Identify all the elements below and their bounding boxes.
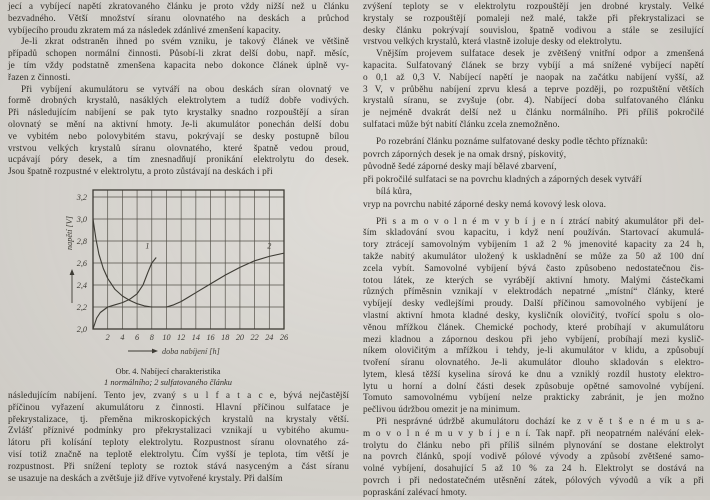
text-line: je nejméně dvakrát delší než u článku normálního. Při příliš pokročilé bbox=[363, 108, 704, 119]
text-line: lytu u horní a dolní části desek způsobuje opětné samovolné vybíjení. bbox=[363, 381, 704, 392]
text-line: vlastní aktivní hmota kladné desky, kysličník olovičitý, tvořící spolu s olo- bbox=[363, 310, 704, 321]
text-line: překrystalizace, tj. přeměna mikroskopických krystalů na krystaly větší. bbox=[8, 414, 349, 425]
text-line: ve vybitém nebo polovybitém stavu, pokrývají se desky postupně bílou bbox=[8, 131, 349, 142]
left-column bbox=[8, 2, 349, 485]
y-axis-label: napětí [V] bbox=[65, 216, 74, 250]
text-line: kapacita. Sulfatovaný článek se brzy vybíjí a má snížené vybíjecí napětí bbox=[363, 60, 704, 71]
x-tick-label: 6 bbox=[135, 332, 140, 342]
text-line: o 0,1 až 0,3 V. Nabíjecí napětí je naopak na začátku nabíjení vyšší, až bbox=[363, 72, 704, 83]
text-line: Zvlášť příznivé podmínky pro překrystalizaci vznikají u vybitého akumu- bbox=[8, 426, 349, 437]
x-tick-label: 8 bbox=[149, 332, 154, 342]
x-tick-label: 26 bbox=[279, 332, 289, 342]
list-item bbox=[363, 199, 704, 212]
text-line: tory ztrácejí samovolným vybíjením 1 až 2 % jmenovité kapacity za 24 h, bbox=[363, 240, 704, 251]
y-axis-arrow-head bbox=[70, 269, 75, 275]
y-tick-label: 3,2 bbox=[76, 192, 87, 202]
y-tick-label: 2,2 bbox=[76, 302, 87, 312]
text-line: věnou mřížkou článek. Chemické pochody, které probíhají v akumulátoru bbox=[363, 322, 704, 333]
text-line: látoru při kolísání teploty elektrolytu. Rozpustnost síranu olovnatého zá- bbox=[8, 438, 349, 449]
text-line: mezi kladnou a zápornou deskou při jeho vybíjení, probíhají mezi kyslič- bbox=[363, 334, 704, 345]
text-line: Při následujícím nabíjení se pak tyto krystalky snadno rozpouštějí a síran bbox=[8, 108, 349, 119]
text-line: řazen z činnosti. bbox=[8, 72, 71, 83]
right-column bbox=[363, 2, 704, 500]
charging-characteristic-chart bbox=[8, 185, 348, 361]
text-line: případů schopen normální činnosti. Působí-li zkrat delší dobu, např. měsíc, bbox=[8, 49, 349, 60]
text-line: takže nabitý akumulátor uložený k uskladnění se může za 50 až 100 dní bbox=[363, 251, 704, 262]
text-line: pečlivou údržbou omezit je na minimum. bbox=[363, 405, 521, 416]
y-tick-label: 3,0 bbox=[76, 214, 87, 224]
right-text bbox=[363, 2, 704, 500]
text-line: Vnějším projevem sulfatace desek je zvětšený vnitřní odpor a zmenšená bbox=[376, 49, 704, 60]
x-tick-label: 14 bbox=[191, 332, 200, 342]
x-tick-label: 20 bbox=[235, 332, 245, 342]
x-axis-arrow-head bbox=[152, 349, 158, 354]
text-line: m o v o l n é m u v y b í j e n í. Tak např. při neopatrném nalévání elek- bbox=[363, 428, 704, 439]
text-line: Při s a m o v o l n é m v y b í j e n í ztrácí nabitý akumulátor při del- bbox=[376, 216, 704, 227]
text-line: zcela vybít. Samovolné vybíjení bývá často způsobeno nedostatečnou čis- bbox=[363, 263, 704, 274]
paragraph bbox=[363, 417, 704, 500]
left-text-bottom bbox=[8, 391, 349, 485]
text-line: Tomuto samovolnému vybíjení nelze prakticky zabránit, je jen možno bbox=[363, 393, 704, 404]
y-tick-label: 2,6 bbox=[76, 258, 87, 268]
y-tick-label: 2,4 bbox=[76, 280, 87, 290]
text-line: vrstvou velkých krystalů, která vlastně izoluje desky od elektrolytu. bbox=[363, 37, 622, 48]
curve-1 bbox=[93, 257, 156, 329]
text-line: různých příměsnin vznikají v elektrodách nepatrné „místní“ články, které bbox=[363, 287, 704, 298]
x-tick-label: 18 bbox=[221, 332, 230, 342]
text-line: ším skladování svou kapacitu, i když není používán. Startovací akumulá- bbox=[363, 228, 704, 239]
figure-caption-legend: 1 normálního; 2 sulfatovaného článku bbox=[104, 377, 232, 387]
text-line: bezvadného. Větší množství síranu olovnatého na deskách a průchod bbox=[8, 13, 349, 24]
figure-caption-title: Obr. 4. Nabíjecí charakteristika bbox=[115, 366, 221, 376]
text-line: formě drobných krystalů, nasáklých elektrolytem a tudíž dobře vodivých. bbox=[8, 96, 349, 107]
left-text-top bbox=[8, 2, 349, 179]
text-line: Po rozebrání článku poznáme sulfatované desky podle těchto příznaků: bbox=[376, 136, 648, 147]
list-item bbox=[363, 149, 704, 162]
text-line: povrch i při nedostatečném utěsnění zátek, pólových vývodů a vík a při bbox=[363, 476, 704, 487]
x-tick-label: 4 bbox=[120, 332, 125, 342]
x-tick-label: 10 bbox=[162, 332, 171, 342]
paragraph bbox=[363, 217, 704, 418]
text-line: vryp na povrchu nabité záporné desky nemá kovový lesk olova. bbox=[363, 199, 607, 210]
list-item bbox=[363, 174, 704, 199]
text-line: příčinou vyřazení akumulátoru z činnosti. Hlavní příčinou sulfatace je bbox=[8, 402, 349, 413]
text-line: zvýšení teploty se v elektrolytu rozpouštějí jen drobné krystaly. Velké bbox=[363, 2, 704, 12]
text-line: tvoření síranu olovnatého. Je-li akumulátor dlouho skladován s elektro- bbox=[363, 358, 704, 369]
curve-label-1: 1 bbox=[145, 241, 150, 251]
text-line: krystalů síranu, se zvyšuje (obr. 4). Nabíjecí doba sulfatovaného článku bbox=[363, 96, 704, 107]
x-axis-label: doba nabíjení [h] bbox=[162, 346, 220, 356]
text-line: popraskání zalévací hmoty. bbox=[363, 487, 467, 498]
x-tick-label: 12 bbox=[177, 332, 186, 342]
plot-frame bbox=[93, 190, 284, 329]
text-line: sulfataci může být nabití článku zcela znemožněno. bbox=[363, 119, 560, 130]
text-line: volné vybíjení, dosahující 5 až 10 % za 24 h. Elektrolyt se dostává na bbox=[363, 464, 704, 475]
text-line: Je-li zkrat odstraněn ihned po svém vzniku, je takový článek ve většině bbox=[21, 37, 349, 48]
text-line: lytem, klesá těžší kyselina sírová ke dnu a vzniklý rozdíl hustoty elektro- bbox=[363, 369, 704, 380]
text-line: je tím vždy podstatně zmenšena kapacita nebo dokonce článek úplně vy- bbox=[8, 60, 349, 71]
text-line: rozpustnost. Při snížení teploty se roztok stává nasyceným a část síranu bbox=[8, 461, 349, 472]
text-line: na povrch článků, spojí vodivě pólové vývody a způsobí zvětšené samo- bbox=[363, 452, 704, 463]
paragraph bbox=[8, 2, 349, 37]
text-line: Jsou špatně rozpustné v elektrolytu, a proto zůstávají na deskách i při bbox=[8, 167, 273, 178]
text-line: následujícím nabíjení. Tento jev, zvaný s u l f a t a c e, bývá nejčastější bbox=[8, 390, 349, 401]
paragraph bbox=[363, 49, 704, 132]
text-line: jecí a vybíjecí napětí zkratovaného článku je proto vždy nižší než u článku bbox=[8, 2, 349, 12]
text-line: se usazuje na deskách a zvětšuje již dříve vytvořené krystaly. Při dalším bbox=[8, 473, 283, 484]
list-item bbox=[363, 161, 704, 174]
text-line: vybíjejí desky vedlejšími proudy. Další příčinou samovolného vybíjení je bbox=[363, 299, 704, 310]
y-tick-label: 2,8 bbox=[76, 236, 87, 246]
text-line: povrch záporných desek je na omak drsný, pískovitý, bbox=[363, 149, 567, 160]
text-line: krystaly se rozpouštějí pomaleji než malé, takže při překrystalizaci se bbox=[363, 13, 704, 24]
text-line: visí totiž značně na teplotě elektrolytu. Čím vyšší je teplota, tím větší je bbox=[8, 449, 349, 460]
paragraph bbox=[8, 85, 349, 179]
text-line: vybíjecího proudu zkratem má za následek zdánlivé zmenšení kapacity. bbox=[8, 25, 281, 36]
x-tick-label: 22 bbox=[250, 332, 259, 342]
x-tick-label: 16 bbox=[206, 332, 215, 342]
paragraph bbox=[8, 391, 349, 485]
text-line: 3 V, v průběhu nabíjení zprvu klesá a teprve později, po rozpuštění větších bbox=[363, 84, 704, 95]
paragraph bbox=[8, 37, 349, 84]
paragraph bbox=[363, 137, 704, 149]
text-line: vrstvou velkých krystalů síranu olovnatého, které špatně vedou proud, bbox=[8, 143, 349, 154]
text-line: při pokročilé sulfataci se na povrchu kladných a záporných desek vytváří bbox=[363, 174, 642, 185]
y-tick-label: 2,0 bbox=[76, 324, 87, 334]
text-line: Při vybíjení akumulátoru se vytváří na obou deskách síran olovnatý ve bbox=[21, 84, 349, 95]
text-line: olovnatý se mění na aktivní hmoty. Je-li akumulátor ponechán delší dobu bbox=[8, 119, 349, 130]
x-tick-label: 2 bbox=[105, 332, 110, 342]
text-line: níkem olovičitým a mřížkou i tehdy, je-li akumulátor v klidu, a způsobují bbox=[363, 346, 704, 357]
paragraph bbox=[363, 2, 704, 49]
text-line: bílá kůra, bbox=[376, 187, 413, 198]
text-line: původně šedé záporné desky mají bělavé zbarvení, bbox=[363, 162, 557, 173]
text-line: Při nesprávné údržbě akumulátoru dochází ke z v ě t š e n é m u s a- bbox=[376, 417, 704, 428]
text-line: ucpávají póry desek, a tím znesnadňují pronikání elektrolytu do desek. bbox=[8, 155, 349, 166]
figure-obr-4 bbox=[8, 185, 349, 388]
curve-label-2: 2 bbox=[267, 241, 272, 251]
text-line: desky článku pokrývají souvislou, špatně vodivou a stále se zesilující bbox=[363, 25, 704, 36]
text-line: trolytu do článku nebo při příliš silném plynování se dostane elektrolyt bbox=[363, 440, 704, 451]
text-line: totou látek, ze kterých se vyrábějí aktivní hmoty. Malými částečkami bbox=[363, 275, 704, 286]
x-tick-label: 24 bbox=[265, 332, 274, 342]
